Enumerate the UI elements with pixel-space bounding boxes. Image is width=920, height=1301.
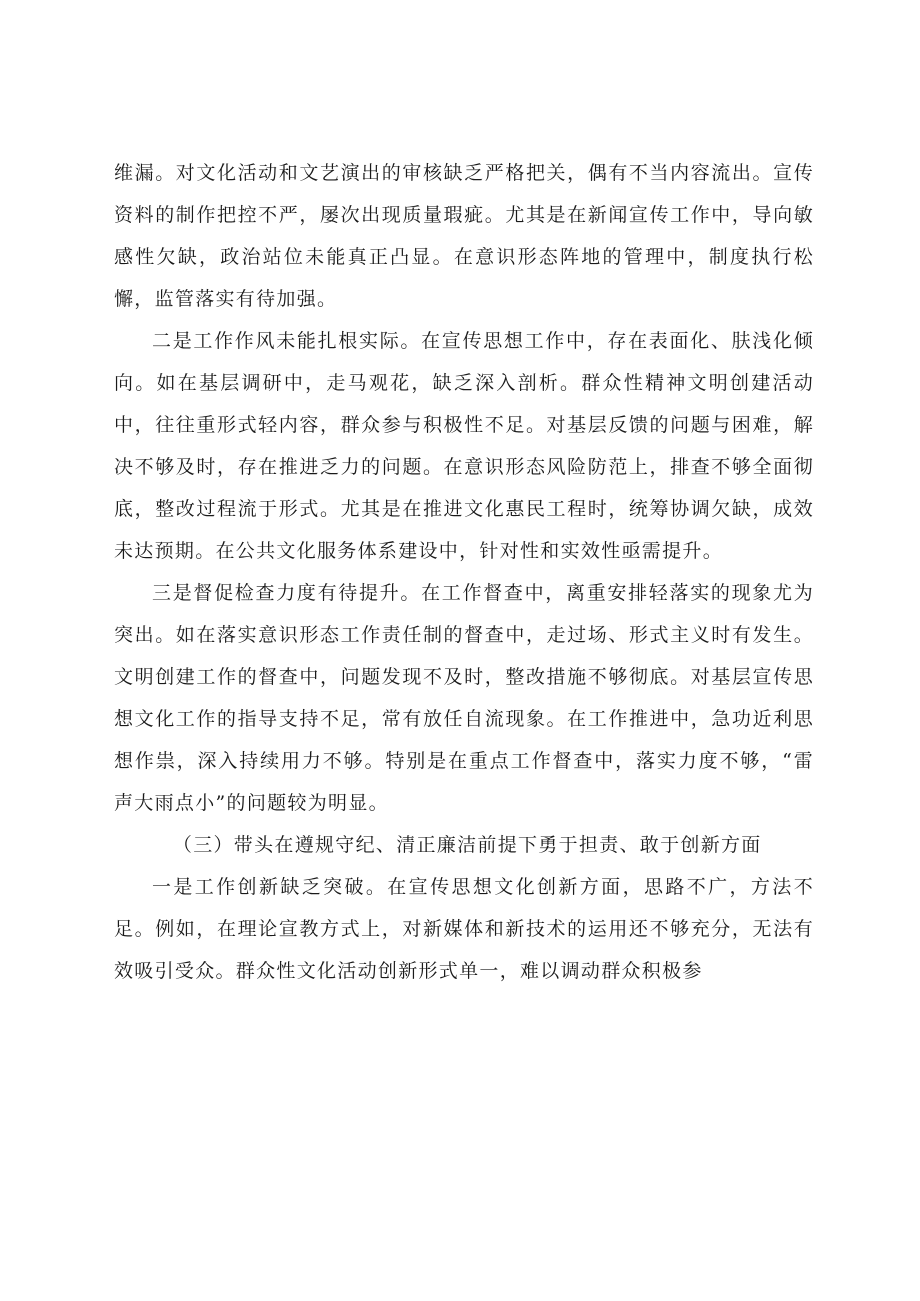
paragraph-supervision: 三是督促检查力度有待提升。在工作督查中，离重安排轻落实的现象尤为突出。如在落实意识形态工作责任制的督查中，走过场、形式主义时有发生。文明创建工作的督查中，问题发现不及时，整改措施不够彻底。对基层宣传思想文化工作的指导支持不足，常有放任自流现象。在工作推进中，急功近利思想作祟，深入持续用力不够。特别是在重点工作督查中，落实力度不够，“雷声大雨点小”的问题较为明显。 [114,582,814,814]
paragraph-work-style: 二是工作作风未能扎根实际。在宣传思想工作中，存在表面化、肤浅化倾向。如在基层调研中，走马观花，缺乏深入剖析。群众性精神文明创建活动中，往往重形式轻内容，群众参与积极性不足。对基层反馈的问题与困难，解决不够及时，存在推进乏力的问题。在意识形态风险防范上，排查不够全面彻底，整改过程流于形式。尤其是在推进文化惠民工程时，统筹协调欠缺，成效未达预期。在公共文化服务体系建设中，针对性和实效性亟需提升。 [114,330,814,562]
section-heading: （三）带头在遵规守纪、清正廉洁前提下勇于担责、敢于创新方面 [172,834,762,856]
paragraph-continuation: 维漏。对文化活动和文艺演出的审核缺乏严格把关，偶有不当内容流出。宣传资料的制作把控不严，屡次出现质量瑕疵。尤其是在新闻宣传工作中，导向敏感性欠缺，政治站位未能真正凸显。在意识形态阵地的管理中，制度执行松懈，监管落实有待加强。 [114,162,814,310]
document-body [114,152,814,992]
paragraph-innovation: 一是工作创新缺乏突破。在宣传思想文化创新方面，思路不广，方法不足。例如，在理论宣教方式上，对新媒体和新技术的运用还不够充分，无法有效吸引受众。群众性文化活动创新形式单一，难以调动群众积极参 [114,876,814,982]
